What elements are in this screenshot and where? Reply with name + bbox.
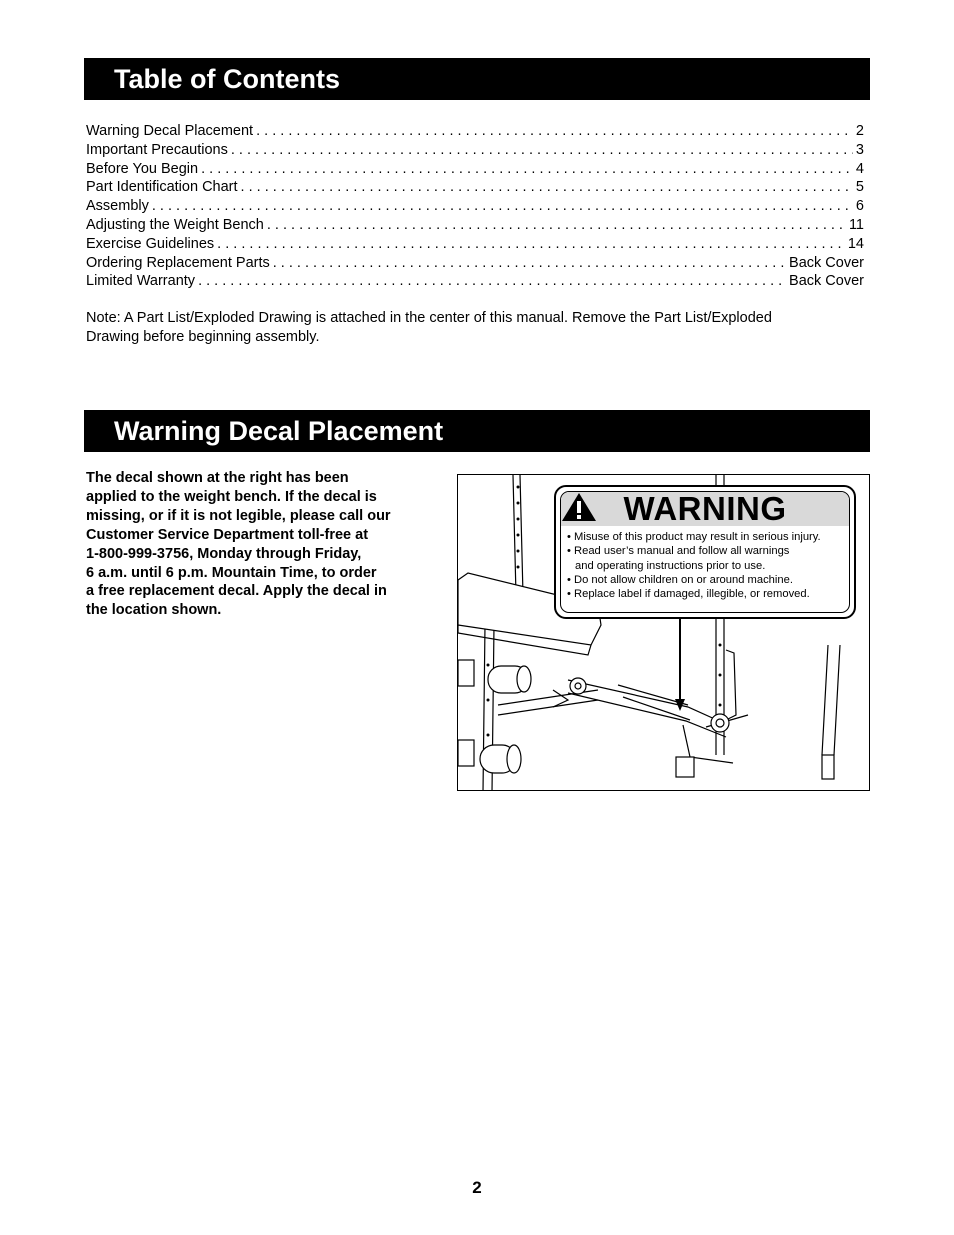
toc-entry-page: 14 <box>847 235 864 252</box>
instruction-line: 1-800-999-3756, Monday through Friday, <box>86 545 362 562</box>
toc-entry[interactable] <box>86 254 864 273</box>
toc-entry-title: Adjusting the Weight Bench <box>86 216 264 233</box>
warning-heading: WARNING <box>623 491 787 527</box>
warning-decal-heading: Warning Decal Placement <box>84 410 870 452</box>
decal-location-illustration <box>457 474 870 791</box>
toc-entry-title: Part Identification Chart <box>86 179 238 196</box>
toc-entry-title: Warning Decal Placement <box>86 123 254 139</box>
instruction-line: applied to the weight bench. If the decal is <box>86 488 377 505</box>
toc-entry[interactable] <box>86 197 864 216</box>
toc-entry-page: Back Cover <box>789 254 864 271</box>
toc-entry-title: Limited Warranty <box>86 273 196 290</box>
instruction-line: missing, or if it is not legible, please call our <box>86 507 391 524</box>
page-number: 2 <box>472 1178 482 1197</box>
toc-entry-title: Assembly <box>86 198 149 215</box>
warning-item: • Misuse of this product may result in serious injury. <box>567 531 821 543</box>
toc-entry-page: Back Cover <box>789 273 864 290</box>
toc-entry-page: 6 <box>855 198 864 215</box>
warning-decal-header <box>561 492 849 526</box>
decal-instructions <box>86 469 426 620</box>
toc-entry[interactable] <box>86 216 864 235</box>
instruction-line: Customer Service Department toll-free at <box>86 526 369 543</box>
instruction-line: the location shown. <box>86 602 222 619</box>
note-line: Note: A Part List/Exploded Drawing is attached in the center of this manual. Remove the Part List/Exploded <box>86 310 772 326</box>
toc-heading: Table of Contents <box>84 58 870 100</box>
assembly-note <box>86 309 856 347</box>
toc-entry[interactable] <box>86 122 864 141</box>
instruction-line: 6 a.m. until 6 p.m. Mountain Time, to order <box>86 564 377 581</box>
toc-entry[interactable] <box>86 141 864 160</box>
toc-entry-page: 2 <box>855 123 864 139</box>
warning-item: • Read user’s manual and follow all warnings <box>567 545 790 558</box>
note-line: Drawing before beginning assembly. <box>86 329 320 345</box>
toc-entry-title: Ordering Replacement Parts <box>86 254 270 271</box>
toc-entry-page: 11 <box>848 216 864 233</box>
toc-entry[interactable] <box>86 178 864 197</box>
toc-entry[interactable] <box>86 160 864 179</box>
instruction-line: a free replacement decal. Apply the decal in <box>86 583 387 600</box>
warning-triangle-icon <box>561 492 597 522</box>
warning-item: and operating instructions prior to use. <box>575 559 766 572</box>
instruction-line: The decal shown at the right has been <box>86 470 349 486</box>
toc-entry-title: Exercise Guidelines <box>86 235 215 252</box>
toc-entry-page: 5 <box>855 179 864 196</box>
toc-entry[interactable] <box>86 235 864 254</box>
warning-list <box>567 530 845 601</box>
toc-entry-title: Before You Begin <box>86 160 199 177</box>
toc-entry-page: 3 <box>855 141 864 158</box>
warning-decal <box>554 485 856 619</box>
table-of-contents <box>86 122 864 291</box>
toc-entry-page: 4 <box>855 160 864 177</box>
warning-item: • Do not allow children on or around machine. <box>567 573 793 586</box>
toc-entry[interactable] <box>86 272 864 291</box>
warning-item: • Replace label if damaged, illegible, or removed. <box>567 588 810 601</box>
toc-entry-title: Important Precautions <box>86 141 228 158</box>
